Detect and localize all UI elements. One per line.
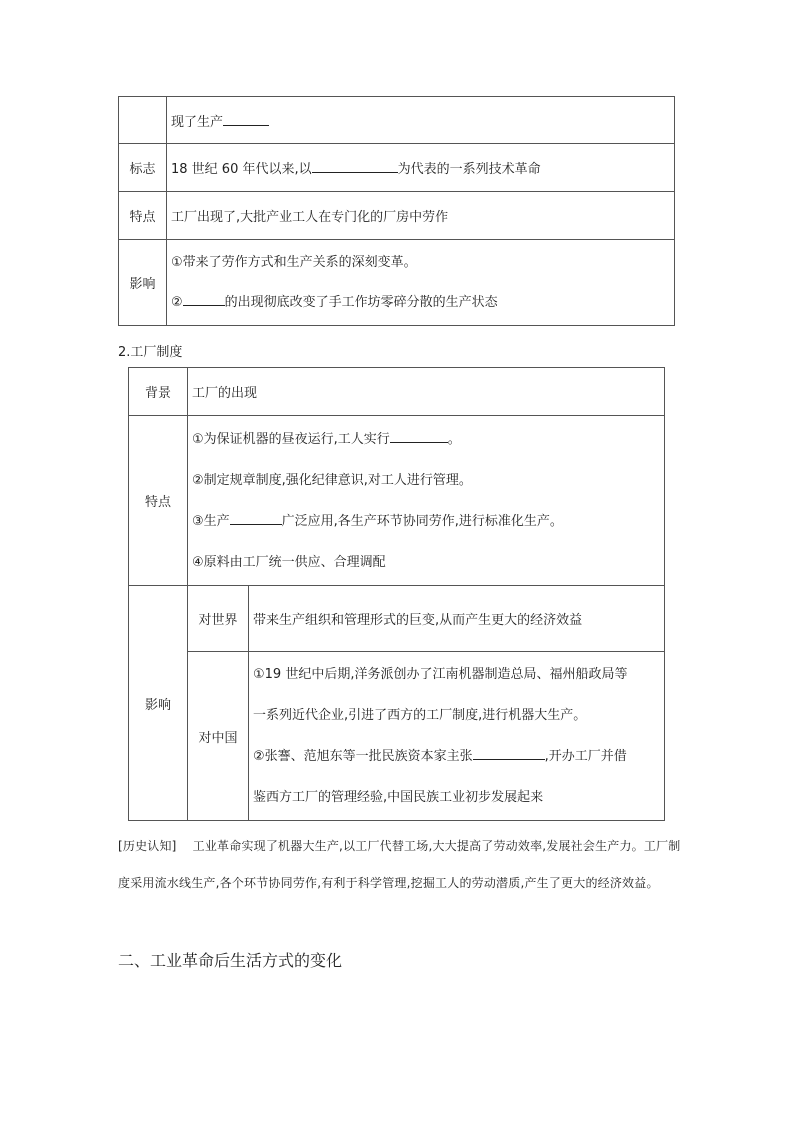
history-cognition-note (118, 828, 684, 902)
feature-3 (192, 501, 664, 542)
table2-world-content: 带来生产组织和管理形式的巨变,从而产生更大的经济效益 (249, 586, 665, 652)
table1-row4-label: 影响 (119, 240, 167, 326)
feature-2: ②制定规章制度,强化纪律意识,对工人进行管理。 (192, 472, 472, 488)
china-2-line2: 鉴西方工厂的管理经验,中国民族工业初步发展起来 (253, 790, 544, 805)
china-2-before: ②张謇、范旭东等一批民族资本家主张 (253, 749, 473, 764)
table1-row1-label (119, 97, 167, 144)
table2-background-content: 工厂的出现 (188, 368, 665, 416)
table2-background-label: 背景 (129, 368, 188, 416)
feature-1-after: 。 (447, 431, 461, 447)
table2-world-label: 对世界 (188, 586, 249, 652)
note-tag: [历史认知] (118, 839, 177, 853)
feature-4: ④原料由工厂统一供应、合理调配 (192, 554, 386, 570)
table2-china-content (249, 652, 665, 821)
row1-text: 现了生产 (171, 114, 224, 130)
table2-impact-label: 影响 (129, 586, 188, 821)
table2-china-label: 对中国 (188, 652, 249, 821)
row2-text-before: 18 世纪 60 年代以来,以 (171, 162, 312, 177)
answer-blank[interactable] (183, 291, 225, 306)
china-2-after: ,开办工厂并借 (544, 749, 627, 764)
row4-line2-after: 的出现彻底改变了手工作坊零碎分散的生产状态 (224, 294, 498, 310)
table1-row4-content (167, 240, 675, 326)
feature-3-before: ③生产 (192, 513, 230, 529)
feature-1 (192, 419, 664, 460)
row4-line1: ①带来了劳作方式和生产关系的深刻变革。 (171, 254, 417, 270)
china-1-line1: ①19 世纪中后期,洋务派创办了江南机器制造总局、福州船政局等 (253, 667, 628, 682)
answer-blank[interactable] (230, 510, 282, 525)
section-title: 二、工业革命后生活方式的变化 (118, 951, 343, 970)
table1-row3-label: 特点 (119, 192, 167, 240)
table1-row2-label: 标志 (119, 144, 167, 192)
feature-3-after: 广泛应用,各生产环节协同劳作,进行标准化生产。 (281, 513, 563, 529)
section-heading-factory-system: 2.工厂制度 (118, 345, 183, 360)
china-1-line2: 一系列近代企业,引进了西方的工厂制度,进行机器大生产。 (253, 708, 587, 723)
note-text: 工业革命实现了机器大生产,以工厂代替工场,大大提高了劳动效率,发展社会生产力。工厂制度采用流水线生产,各个环节协同劳作,有利于科学管理,挖掘工人的劳动潜质,产生了更大的经济效益。 (118, 839, 681, 890)
row4-line2-before: ② (171, 294, 183, 310)
table2-features-label: 特点 (129, 416, 188, 586)
table1-row3-content: 工厂出现了,大批产业工人在专门化的厂房中劳作 (167, 192, 675, 240)
industrial-revolution-table (118, 96, 675, 326)
table2-features-content (188, 416, 665, 586)
table1-row1-content (167, 97, 675, 144)
factory-system-table (128, 367, 665, 821)
answer-blank[interactable] (390, 428, 448, 443)
answer-blank[interactable] (312, 158, 398, 173)
table1-row2-content (167, 144, 675, 192)
row4-line2 (171, 283, 674, 323)
china-2-line1 (253, 736, 664, 777)
answer-blank[interactable] (223, 111, 269, 126)
row2-text-after: 为代表的一系列技术革命 (397, 162, 541, 177)
answer-blank[interactable] (473, 745, 545, 760)
feature-1-before: ①为保证机器的昼夜运行,工人实行 (192, 431, 390, 447)
